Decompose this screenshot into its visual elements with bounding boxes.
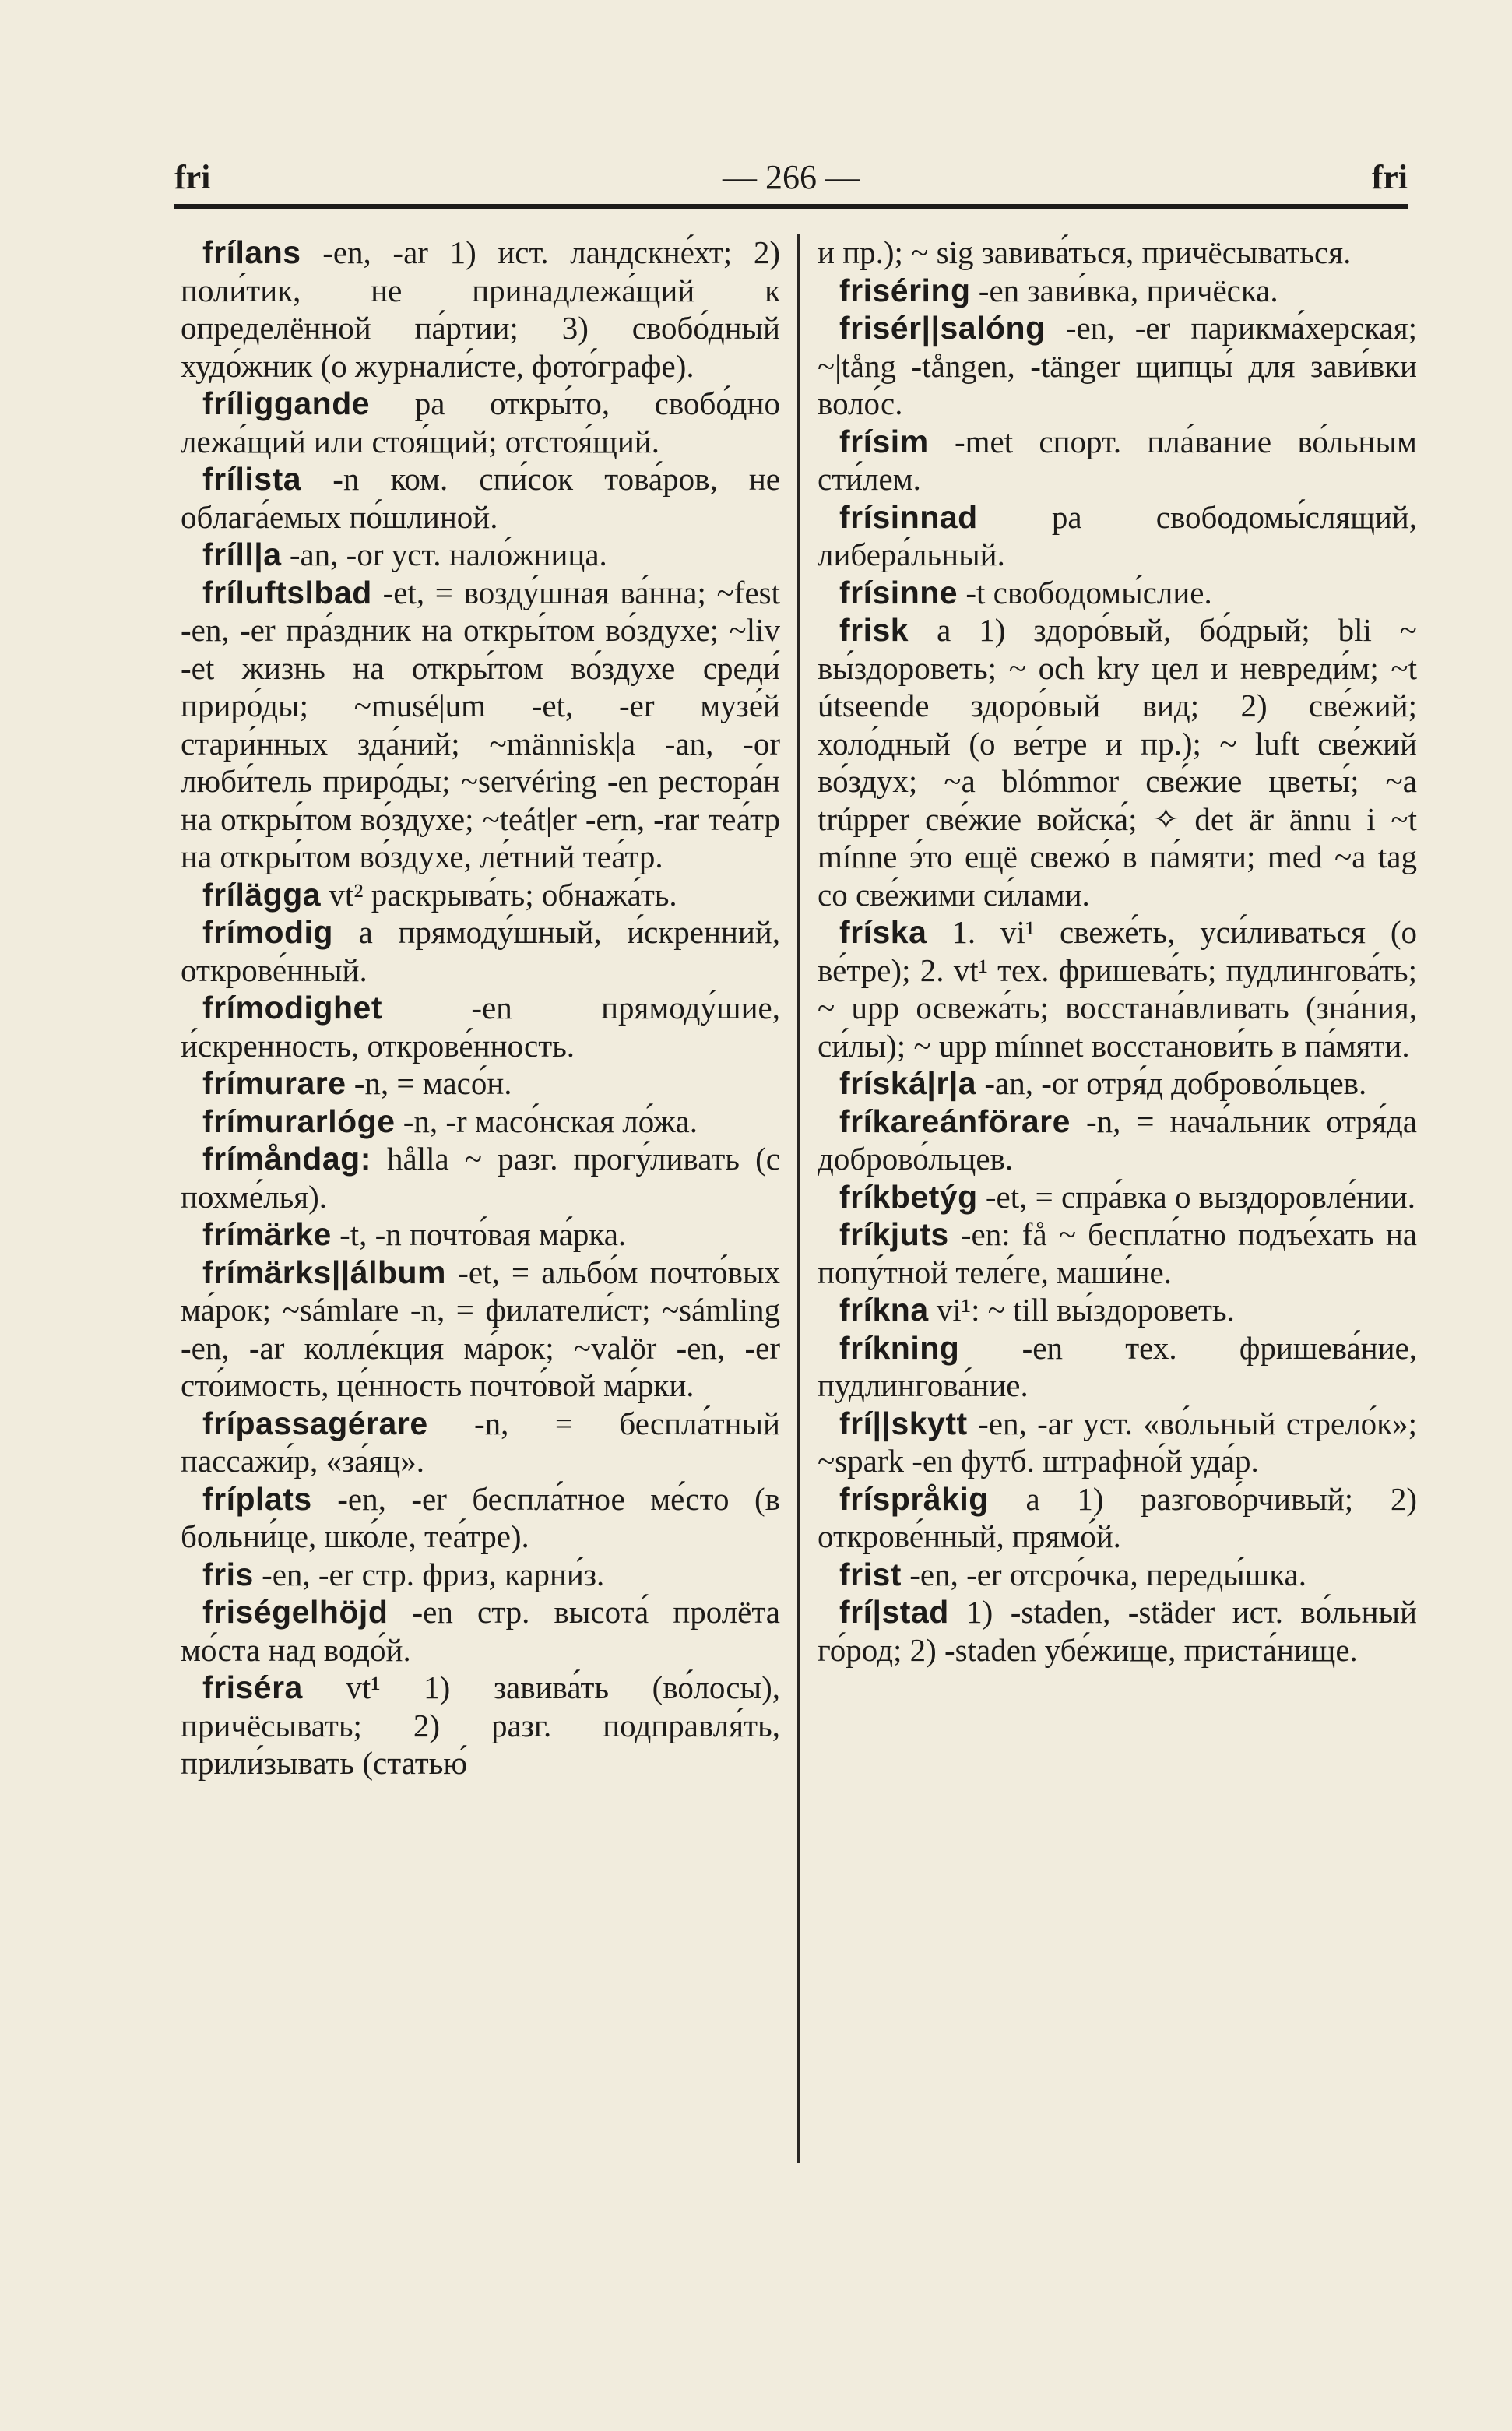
entry-definition: a 1) разгово́рчивый; 2) открове́нный, прямо́й. <box>818 1480 1417 1554</box>
entry-headword: frísinnad <box>839 498 978 535</box>
entry-headword: fríska <box>839 914 927 950</box>
entry-definition: pa откры́то, свобо́дно лежа́щий или стоя́щий; отстоя́щий. <box>181 385 780 459</box>
entry-definition: vt¹ 1) завива́ть (во́лосы), причёсывать; 2) разг. подправля́ть, прили́зывать (статью́ <box>181 1669 780 1781</box>
dictionary-entry <box>181 1254 780 1405</box>
dictionary-entry <box>818 574 1417 612</box>
entry-headword: fríkbetýg <box>839 1178 978 1215</box>
header-right-word: fri <box>1371 158 1408 196</box>
entry-headword: frímåndag: <box>202 1141 371 1177</box>
entry-headword: frímärks||álbum <box>202 1254 446 1290</box>
dictionary-entry <box>818 1556 1417 1594</box>
dictionary-entry <box>818 1291 1417 1329</box>
entry-headword: frisk <box>839 612 909 648</box>
entry-headword: frísinne <box>839 574 958 610</box>
entry-definition: pa свободомы́слящий, либера́льный. <box>818 498 1417 572</box>
entry-headword: fríll|a <box>202 537 282 572</box>
dictionary-entry <box>818 498 1417 574</box>
dictionary-entry <box>818 1593 1417 1669</box>
entry-definition: -an, -or уст. нало́жница. <box>281 537 607 572</box>
dictionary-entry <box>818 1216 1417 1291</box>
entry-headword: fríkjuts <box>839 1216 949 1252</box>
dictionary-entry <box>818 309 1417 423</box>
column-divider <box>797 234 800 2163</box>
dictionary-entry <box>181 536 780 574</box>
entry-headword: fríkna <box>839 1292 929 1328</box>
dictionary-entry <box>181 1669 780 1782</box>
dictionary-entry <box>181 1480 780 1556</box>
entry-definition: 1. vi¹ свеже́ть, уси́ливаться (о ве́тре); 2. vt¹ тех. фришева́ть; пудлингова́ть; ~ upp освежа́ть; восстана́вливать (зна́ния, си́лы); ~ upp mínnet восстанови́ть в па́мяти. <box>818 914 1417 1064</box>
entry-definition: -n ком. спи́сок това́ров, не облага́емых по́шлиной. <box>181 461 780 535</box>
left-column <box>181 234 780 1782</box>
entry-definition: -t, -n почто́вая ма́рка. <box>331 1216 627 1252</box>
entry-headword: fríluftslbad <box>202 574 372 610</box>
entry-headword: friséring <box>839 272 971 308</box>
dictionary-entry <box>181 1103 780 1141</box>
entry-headword: frímodig <box>202 914 333 950</box>
entry-definition: -et, = возду́шная ва́нна; ~fest -en, -er пра́здник на откры́том во́здухе; ~liv -et жизнь на откры́том во́здухе среди́ приро́ды; ~musé|um -et, -er музе́й стари́нных зда́ний; ~människ|a -an, -or люби́тель приро́ды; ~servéring -en рестора́н на откры́том во́здухе; ~teát|er -ern, -rar теа́тр на откры́том во́здухе, ле́тний теа́тр. <box>181 574 780 874</box>
entry-definition: -n, -r масо́нская ло́жа. <box>395 1103 698 1139</box>
entry-definition: -en, -ar 1) ист. ландскне́хт; 2) поли́тик, не принадлежа́щий к определённой па́ртии; 3) свобо́дный худо́жник (о журнали́сте, фото́графе). <box>181 234 780 384</box>
entry-headword: friséra <box>202 1669 303 1705</box>
entry-definition: -en: få ~ беспла́тно подъе́хать на попу́тной теле́ге, маши́не. <box>818 1216 1417 1290</box>
entry-definition: hålla ~ разг. прогу́ливать (с похме́лья). <box>181 1141 780 1215</box>
dictionary-entry <box>181 876 780 914</box>
entry-definition: a прямоду́шный, и́скренний, открове́нный. <box>181 914 780 988</box>
entry-headword: frílista <box>202 461 302 497</box>
dictionary-entry <box>818 1405 1417 1480</box>
entry-headword: fríliggande <box>202 385 371 421</box>
dictionary-entry <box>181 1216 780 1254</box>
entry-definition: -en стр. высота́ пролёта мо́ста над водо́й. <box>181 1594 780 1668</box>
entry-definition: -et, = спра́вка о выздоровле́нии. <box>977 1178 1415 1215</box>
page-number: — 266 — <box>723 158 860 196</box>
entry-headword: frímärke <box>202 1216 332 1252</box>
dictionary-entry <box>181 460 780 536</box>
entry-headword: frísim <box>839 423 929 459</box>
dictionary-entry <box>818 913 1417 1064</box>
dictionary-entry <box>818 1480 1417 1556</box>
header-rule <box>174 204 1408 209</box>
entry-headword: fríplats <box>202 1480 312 1517</box>
entry-definition: -n, = масо́н. <box>346 1065 512 1101</box>
entry-definition: -an, -or отря́д доброво́льцев. <box>976 1065 1367 1101</box>
entry-definition: -en зави́вка, причёска. <box>970 272 1278 308</box>
entry-definition: -en, -er беспла́тное ме́сто (в больни́це, шко́ле, теа́тре). <box>181 1480 780 1554</box>
entry-definition: -met спорт. пла́вание во́льным сти́лем. <box>818 423 1417 497</box>
entry-headword: frí|stad <box>839 1594 949 1630</box>
entry-definition: -t свободомы́слие. <box>958 574 1212 610</box>
entry-definition: -en тех. фришева́ние, пудлингова́ние. <box>818 1329 1417 1403</box>
dictionary-entry <box>181 1064 780 1103</box>
entry-definition: и пр.); ~ sig завива́ться, причёсываться. <box>818 234 1352 270</box>
entry-headword: friségelhöjd <box>202 1594 389 1630</box>
dictionary-entry <box>181 1593 780 1669</box>
entry-definition: vi¹: ~ till вы́здороветь. <box>928 1292 1235 1328</box>
entry-headword: frisér||salóng <box>839 310 1046 346</box>
dictionary-entry <box>181 234 780 385</box>
page-header <box>174 153 1408 199</box>
entry-definition: -n, = нача́льник отря́да доброво́льцев. <box>818 1103 1417 1177</box>
dictionary-entry <box>181 989 780 1064</box>
entry-headword: frípassagérare <box>202 1405 428 1441</box>
entry-headword: frílans <box>202 234 301 270</box>
entry-definition: 1) -staden, -städer ист. во́льный го́род; 2) -staden убе́жище, приста́нище. <box>818 1594 1417 1668</box>
entry-headword: frímodighet <box>202 990 382 1026</box>
dictionary-entry <box>818 1064 1417 1103</box>
entry-definition: -en, -ar уст. «во́льный стрело́к»; ~spark -en футб. штрафно́й уда́р. <box>818 1405 1417 1479</box>
entry-headword: fríspråkig <box>839 1480 989 1517</box>
entry-headword: fríkning <box>839 1329 960 1366</box>
entry-headword: frílägga <box>202 876 322 913</box>
dictionary-entry <box>818 423 1417 498</box>
entry-definition: -et, = альбо́м почто́вых ма́рок; ~sámlare -n, = филатели́ст; ~sámling -en, -ar колле́кция ма́рок; ~valör -en, -er сто́имость, це́нность почто́вой ма́рки. <box>181 1254 780 1403</box>
entry-definition: -en прямоду́шие, и́скренность, открове́нность. <box>181 990 780 1064</box>
entry-definition: -en, -er отсро́чка, переды́шка. <box>901 1556 1306 1592</box>
dictionary-entry <box>181 1140 780 1216</box>
dictionary-entry <box>818 234 1417 272</box>
entry-definition: -n, = беспла́тный пассажи́р, «за́яц». <box>181 1405 780 1479</box>
entry-headword: fríkareánförare <box>839 1103 1071 1139</box>
entry-headword: frímurarlóge <box>202 1103 396 1139</box>
dictionary-entry <box>181 385 780 460</box>
right-column <box>818 234 1417 1669</box>
entry-headword: fríská|r|a <box>839 1065 977 1101</box>
dictionary-entry <box>818 1329 1417 1405</box>
dictionary-entry <box>818 1178 1417 1216</box>
header-left-word: fri <box>174 158 211 196</box>
entry-headword: frí||skytt <box>839 1405 968 1441</box>
entry-headword: frist <box>839 1556 902 1592</box>
dictionary-entry <box>181 913 780 989</box>
entry-definition: vt² раскрыва́ть; обнажа́ть. <box>321 876 677 913</box>
dictionary-entry <box>818 611 1417 913</box>
dictionary-entry <box>181 1405 780 1480</box>
entry-headword: fris <box>202 1556 254 1592</box>
entry-headword: frímurare <box>202 1065 346 1101</box>
entry-definition: -en, -er парикма́херская; ~|tång -tången, -tänger щипцы́ для зави́вки воло́с. <box>818 310 1417 421</box>
dictionary-entry <box>818 272 1417 310</box>
dictionary-entry <box>181 574 780 876</box>
dictionary-entry <box>181 1556 780 1594</box>
entry-definition: a 1) здоро́вый, бо́дрый; bli ~ вы́здороветь; ~ och kry цел и невреди́м; ~t útseende здоро́вый вид; 2) све́жий; холо́дный (о ве́тре и пр.); ~ luft све́жий во́здух; ~a blómmor све́жие цветы́; ~a trúpper све́жие войска́; ✧ det är ännu i ~t mínne э́то ещё свежо́ в па́мяти; med ~a tag со све́жими си́лами. <box>818 612 1417 913</box>
entry-definition: -en, -er стр. фриз, карни́з. <box>253 1556 605 1592</box>
dictionary-entry <box>818 1103 1417 1178</box>
